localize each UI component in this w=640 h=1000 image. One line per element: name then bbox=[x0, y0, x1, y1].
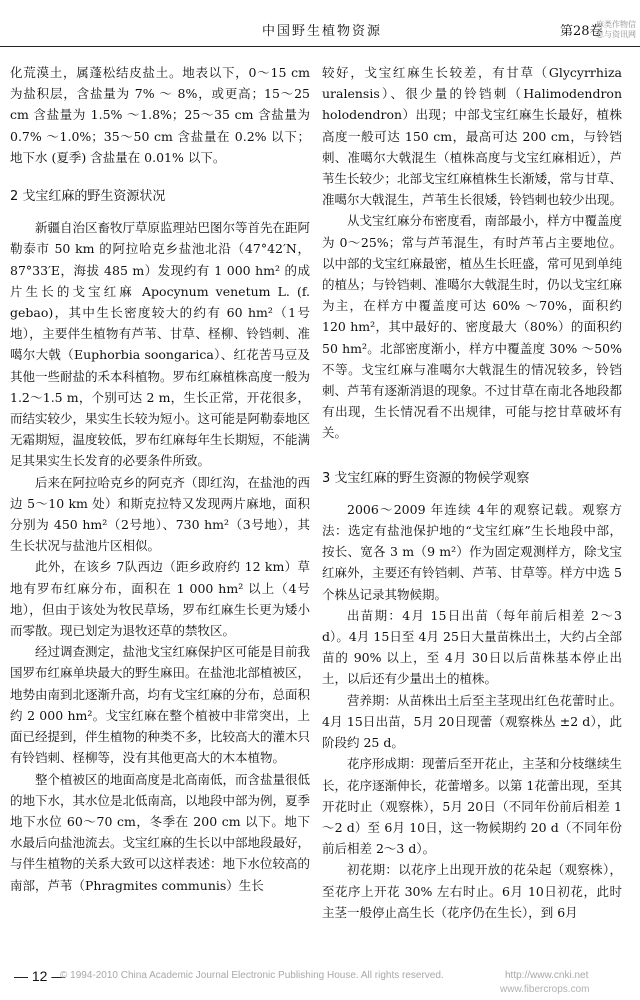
body-paragraph: 较好，戈宝红麻生长较差，有甘草（Glycyrrhiza uralensis）、很少量的铃铛刺（Halimodendron holodendron）出现；中部戈宝红麻生长最好，植株高度一般可达 150 cm，最高可达 200 cm，与铃铛刺、准噶尔大戟混生（植株高度与戈宝红麻相近），芦苇生长较少；北部戈宝红麻植株生长渐矮，常与甘草、准噶尔大戟混生，芦苇生长很矮，铃铛刺也较少出现。 bbox=[322, 65, 623, 208]
body-paragraph: 花序形成期：现蕾后至开花止，主茎和分枝继续生长，花序逐渐伸长，花蕾增多。以第 1花蕾出现，至其开花时止（观察株），5月 20日（不同年份前后相差 1～2 d）至 6月 10日，这一物候期约 20 d（不同年份前后相差 2～3 d）。 bbox=[322, 756, 623, 857]
body-paragraph: 整个植被区的地面高度是北高南低，而含盐量很低的地下水，其水位是北低南高，以地段中部为例，夏季地下水位 60～70 cm，冬季在 200 cm 以下。地下水最后向盐池流去。戈宝红麻的生长以中部地段最好，与伴生植物的关系大致可以这样表述：地下水位较高的南部，芦苇（Phragmites communis）生长 bbox=[10, 771, 311, 893]
journal-title: 中国野生植物资源 bbox=[262, 24, 383, 39]
section-heading: 3 戈宝红麻的野生资源的物候学观察 bbox=[322, 470, 530, 486]
body-paragraph: 经过调查测定，盐池戈宝红麻保护区可能是目前我国罗布红麻单块最大的野生麻田。在盐池北部植被区，地势由南到北逐渐升高，均有戈宝红麻的分布，总面积约 2 000 hm²。戈宝红麻在整个植被中非常突出，上面已经提到，伴生植物的种类不多，比较高大的灌木只有铃铛刺、柽柳等，没有其他更高大的木本植物。 bbox=[10, 644, 311, 766]
copyright-notice: © 1994-2010 China Academic Journal Electronic Publishing House. All rights reserved. bbox=[60, 970, 444, 981]
body-paragraph: 初花期：以花序上出现开放的花朵起（观察株），至花序上开花 30% 左右时止。6月 10日初花，此时主茎一般停止高生长（花序仍在生长），到 6月 bbox=[322, 862, 622, 920]
header-watermark: 麻类作物信息与资讯网 bbox=[596, 20, 636, 39]
body-paragraph: 2006～2009 年连续 4年的观察记载。观察方法：选定有盐池保护地的“戈宝红麻”生长地段中部，按长、宽各 3 m（9 m²）作为固定观测样方，除戈宝红麻外，主要还有铃铛刺、芦苇、甘草等。样方中选 5个株丛记录其物候期。 bbox=[322, 501, 622, 602]
body-paragraph: 出苗期：4月 15日出苗（每年前后相差 2～3 d）。4月 15日至 4月 25日大量苗株出土，大约占全部苗的 90% 以上，至 4月 30日以后苗株基本停止出土，以后还有少量出土的植株。 bbox=[322, 607, 622, 687]
left-column bbox=[10, 62, 310, 896]
section-heading: 2 戈宝红麻的野生资源状况 bbox=[10, 189, 166, 205]
right-column bbox=[322, 62, 622, 923]
footer-watermark: www.fibercrops.com bbox=[500, 984, 590, 995]
cnki-link[interactable]: http://www.cnki.net bbox=[505, 970, 589, 981]
body-paragraph: 此外，在该乡 7队西边（距乡政府约 12 km）草地有罗布红麻分布，面积在 1 000 hm² 以上（4号地），但由于该处为牧民草场，罗布红麻生长更为矮小而零散。现已划定为退牧还草的禁牧区。 bbox=[10, 559, 310, 639]
body-paragraph: 化荒漠土，属蓬松结皮盐土。地表以下，0～15 cm 为盐积层，含盐量为 7% ～ 8%，或更高；15～25 cm 含盐量为 1.5% ～1.8%；25～35 cm 含盐量为 0.7% ～1.0%；35～50 cm 含盐量在 0.2% 以下；地下水 (夏季) 含盐量在 0.01% 以下。 bbox=[10, 65, 310, 165]
page-footer bbox=[0, 960, 640, 1000]
body-paragraph: 后来在阿拉哈克乡的阿克齐（即红沟，在盐池的西边 5～10 km 处）和斯克拉特又发现两片麻地，面积分别为 450 hm²（2号地）、730 hm²（3号地），其生长状况与盐池片区相似。 bbox=[10, 474, 311, 554]
page-header bbox=[0, 0, 640, 47]
volume-number: 第28卷 bbox=[560, 24, 603, 39]
body-paragraph: 新疆自治区畜牧厅草原监理站巴图尔等首先在距阿勒泰市 50 km 的阿拉哈克乡盐池北沿（47°42′N，87°33′E，海拔 485 m）发现约有 1 000 hm² 的成片生长的戈宝红麻 Apocynum venetum L. (f. gebao)，其中生长密度较大的约有 60 hm²（1号地），主要伴生植物有芦苇、甘草、柽柳、铃铛刺、准噶尔大戟（Euphorbia soongarica）、红花苦马豆及其他一些耐盐的禾本科植物。罗布红麻植株高度一般为 1.2～1.5 m，个别可达 2 m，生长正常，开花很多，而结实较少，果实生长较为短小。这可能是阿勒泰地区无霜期短，温度较低，罗布红麻每年生长期短，不能满足其果实生长发育的必要条件所致。 bbox=[10, 220, 311, 469]
body-paragraph: 营养期：从苗株出土后至主茎现出红色花蕾时止。4月 15日出苗，5月 20日现蕾（观察株丛 ±2 d），此阶段约 25 d。 bbox=[322, 692, 623, 751]
page-number: — 12 — bbox=[14, 968, 66, 984]
body-paragraph: 从戈宝红麻分布密度看，南部最小，样方中覆盖度为 0～25%；常与芦苇混生，有时芦苇占主要地位。以中部的戈宝红麻最密，植丛生长旺盛，常可见到单纯的植丛；与铃铛刺、准噶尔大戟混生时，仍以戈宝红麻为主，在样方中覆盖度可达 60% ～70%，面积约 120 hm²，其中最好的、密度最大（80%）的面积约 50 hm²。北部密度渐小，样方中覆盖度 30% ～50% 不等。戈宝红麻与准噶尔大戟混生的情况较多，铃铛刺、芦苇有逐渐消退的现象。不过甘草在南北各地段都有出现，生长情况看不出规律，可能与挖甘草破坏有关。 bbox=[322, 213, 623, 441]
